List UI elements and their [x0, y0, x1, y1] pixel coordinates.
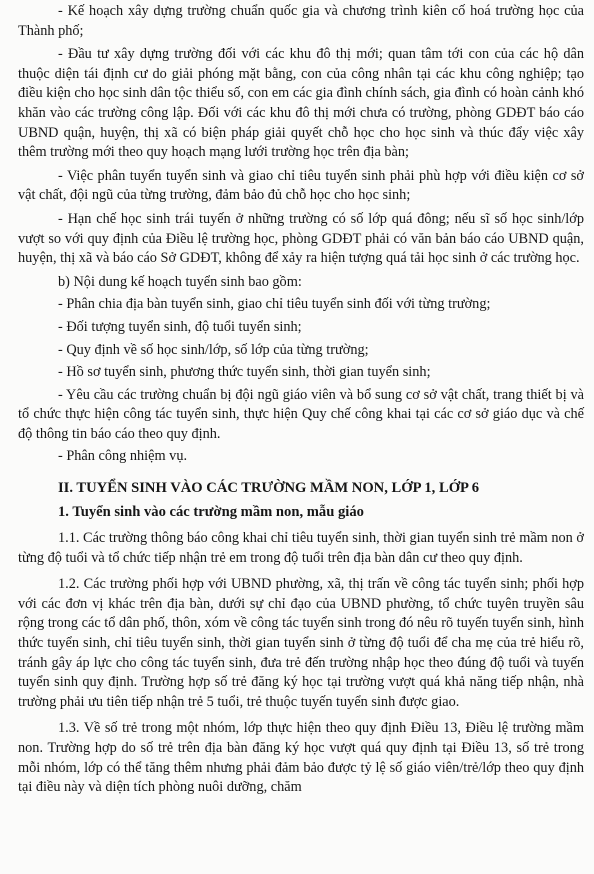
- paragraph-1-1: 1.1. Các trường thông báo công khai chỉ tiêu tuyển sinh, thời gian tuyển sinh trẻ mầm non ở từng độ tuổi và tổ chức tiếp nhận trẻ em trong độ tuổi trên địa bàn dân cư theo quy định.: [18, 530, 584, 566]
- list-item-school-preparation: - Yêu cầu các trường chuẩn bị đội ngũ giáo viên và bổ sung cơ sở vật chất, trang thiết bị và tổ chức thực hiện công tác tuyển sinh, thực hiện Quy chế công khai tại các cơ sở giáo dục và chế độ thông tin báo cáo theo quy định.: [18, 386, 584, 442]
- subsection-heading: 1. Tuyển sinh vào các trường mầm non, mẫu giáo: [58, 504, 364, 521]
- paragraph-enrollment-allocation: - Việc phân tuyển tuyển sinh và giao chỉ tiêu tuyển sinh phải phù hợp với điều kiện cơ sở vật chất, đội ngũ của từng trường, đảm bảo đủ chỗ học cho học sinh;: [18, 167, 584, 204]
- list-item-zone-division: - Phân chia địa bàn tuyển sinh, giao chỉ tiêu tuyển sinh đối với từng trường;: [58, 296, 491, 313]
- list-item-class-size-rules: - Quy định về số học sinh/lớp, số lớp của từng trường;: [58, 341, 369, 358]
- paragraph-plan-contents-intro: b) Nội dung kế hoạch tuyển sinh bao gồm:: [58, 273, 302, 290]
- paragraph-1-2: 1.2. Các trường phối hợp với UBND phường, xã, thị trấn về công tác tuyển sinh; phối hợp với các đơn vị khác trên địa bàn, dưới sự chỉ đạo của UBND phường, tổ chức tuyên truyền sâu rộng trong các tổ dân phố, thôn, xóm về công tác tuyển sinh trong đó nêu rõ tuyến tuyển sinh, hình thức tuyển sinh, chỉ tiêu tuyển sinh, thời gian tuyển sinh ở từng độ tuổi để cha mẹ của trẻ hiểu rõ, tránh gây áp lực cho công tác tuyển sinh, đưa trẻ đến trường nhập học theo đúng độ tuổi và tuyến tuyển sinh quy định. Trường hợp số trẻ đăng ký học tại trường vượt quá khả năng tiếp nhận, nhà trường phải ưu tiên tiếp nhận trẻ 5 tuổi, trẻ thuộc tuyến tuyển sinh được giao.: [18, 576, 584, 710]
- paragraph-national-standard-schools: - Kế hoạch xây dựng trường chuẩn quốc gia và chương trình kiên cố hoá trường học của Thành phố;: [18, 3, 584, 39]
- paragraph-1-3: 1.3. Về số trẻ trong một nhóm, lớp thực hiện theo quy định Điều 13, Điều lệ trường mầm non. Trường hợp do số trẻ trên địa bàn đăng ký học vượt quá quy định tại Điều 13, số trẻ trong mỗi nhóm, lớp có thể tăng thêm nhưng phải đảm bảo được tỷ lệ số giáo viên/trẻ/lớp theo quy định tại điều này và diện tích phòng nuôi dưỡng, chăm: [18, 720, 584, 796]
- list-item-task-assignment: - Phân công nhiệm vụ.: [58, 448, 188, 465]
- paragraph-investment-new-urban-areas: - Đầu tư xây dựng trường đối với các khu đô thị mới; quan tâm tới con của các hộ dân thuộc diện tái định cư do giải phóng mặt bằng, con của công nhân tại các khu công nghiệp; tạo điều kiện cho học sinh dân tộc thiểu số, con em các gia đình chính sách, gia đình có hoàn cảnh khó khăn vào các trường công lập. Đối với các khu đô thị mới chưa có trường, phòng GDĐT báo cáo UBND quận, huyện, thị xã có biện pháp giải quyết chỗ học cho học sinh và thúc đẩy việc xây thêm trường mới theo quy hoạch mạng lưới trường học trên địa bàn;: [18, 46, 584, 161]
- list-item-target-students: - Đối tượng tuyển sinh, độ tuổi tuyển sinh;: [58, 318, 302, 335]
- section-heading: II. TUYỂN SINH VÀO CÁC TRƯỜNG MẦM NON, LỚP 1, LỚP 6: [58, 480, 480, 497]
- list-item-application-documents: - Hồ sơ tuyển sinh, phương thức tuyển sinh, thời gian tuyển sinh;: [58, 364, 431, 381]
- document-body: [18, 2, 584, 798]
- paragraph-limit-out-of-zone-students: - Hạn chế học sinh trái tuyến ở những trường có số lớp quá đông; nếu sĩ số học sinh/lớp vượt so với quy định của Điều lệ trường học, phòng GDĐT phải có văn bản báo cáo UBND quận, huyện, thị xã và báo cáo Sở GDĐT, không để xảy ra hiện tượng quá tải học sinh ở các trường học.: [18, 210, 584, 267]
